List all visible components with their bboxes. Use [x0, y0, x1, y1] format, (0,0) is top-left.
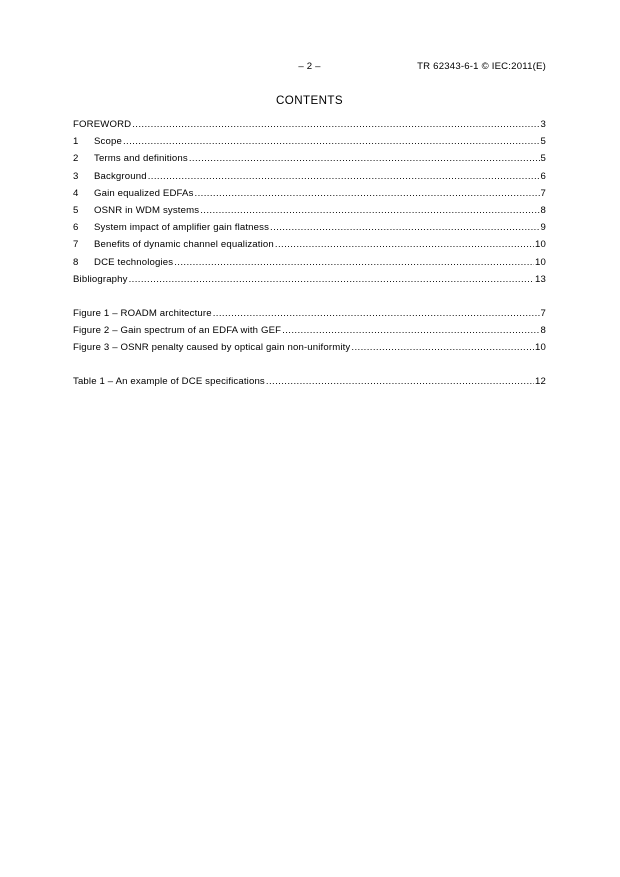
dot-leader [266, 373, 534, 390]
dot-leader [200, 202, 539, 219]
toc-entry-label: Gain equalized EDFAs [94, 187, 194, 199]
toc-tables [73, 373, 546, 390]
toc-entry-page: 7 [540, 308, 546, 319]
toc-entry-benefits[interactable] [73, 236, 546, 253]
toc-entry-page: 8 [540, 204, 546, 216]
document-id: TR 62343-6-1 © IEC:2011(E) [417, 61, 546, 72]
toc-entry-page: 9 [540, 222, 546, 234]
toc-entry-terms[interactable] [73, 150, 546, 167]
toc-entry-label: Figure 1 – ROADM architecture [73, 308, 212, 319]
toc-entry-label: Table 1 – An example of DCE specifications [73, 376, 265, 387]
toc-entry-number: 3 [73, 170, 79, 182]
toc-entry-osnr[interactable] [73, 202, 546, 219]
toc-entry-foreword[interactable] [73, 116, 546, 133]
toc-entry-number: 8 [73, 256, 79, 268]
toc-entry-bibliography[interactable] [73, 271, 546, 288]
dot-leader [148, 168, 540, 185]
toc-entry-number: 4 [73, 187, 79, 199]
toc-entry-page: 7 [540, 187, 546, 199]
toc-entry-page: 13 [535, 273, 546, 285]
dot-leader [351, 339, 534, 356]
toc-entry-label: Figure 2 – Gain spectrum of an EDFA with GEF [73, 325, 282, 337]
toc-entry-number: 7 [73, 239, 79, 251]
contents-title: CONTENTS [276, 94, 343, 107]
toc-entry-background[interactable] [73, 168, 546, 185]
toc-sections [73, 116, 546, 288]
toc-entry-page: 5 [540, 153, 546, 165]
dot-leader [132, 116, 539, 133]
dot-leader [282, 322, 539, 339]
toc-entry-figure-2[interactable] [73, 322, 546, 339]
toc-entry-label: Terms and definitions [94, 153, 188, 165]
toc-entry-gain-equalized-edfas[interactable] [73, 185, 546, 202]
toc-entry-label: FOREWORD [73, 119, 132, 130]
toc-entry-page: 10 [535, 239, 546, 251]
toc-entry-page: 10 [535, 256, 546, 268]
page-header [73, 61, 546, 75]
dot-leader [189, 150, 540, 167]
toc-entry-label: System impact of amplifier gain flatness [94, 222, 270, 234]
toc-entry-page: 5 [540, 136, 546, 148]
toc-entry-label: Figure 3 – OSNR penalty caused by optical gain non-uniformity [73, 342, 351, 354]
toc-entry-label: Background [94, 170, 147, 182]
toc-entry-label: Bibliography [73, 273, 128, 285]
toc-entry-label: Benefits of dynamic channel equalization [94, 239, 274, 251]
toc-entry-number: 2 [73, 153, 79, 165]
dot-leader [174, 254, 534, 271]
toc-entry-label: Scope [94, 136, 122, 148]
dot-leader [270, 219, 539, 236]
page-number: – 2 – [298, 61, 321, 72]
toc-entry-number: 6 [73, 222, 79, 234]
toc-entry-label: OSNR in WDM systems [94, 204, 200, 216]
dot-leader [129, 271, 534, 288]
toc-entry-system-impact[interactable] [73, 219, 546, 236]
toc-entry-page: 12 [535, 376, 546, 387]
dot-leader [123, 133, 540, 150]
toc-entry-label: DCE technologies [94, 256, 174, 268]
toc-entry-page: 8 [540, 325, 546, 337]
toc-entry-page: 10 [535, 342, 546, 354]
toc-entry-scope[interactable] [73, 133, 546, 150]
dot-leader [275, 236, 534, 253]
toc-entry-table-1[interactable] [73, 373, 546, 390]
toc-entry-page: 6 [540, 170, 546, 182]
toc-entry-dce-technologies[interactable] [73, 254, 546, 271]
toc-entry-number: 1 [73, 136, 79, 148]
dot-leader [195, 185, 540, 202]
toc-figures [73, 305, 546, 357]
toc-entry-figure-3[interactable] [73, 339, 546, 356]
toc-entry-figure-1[interactable] [73, 305, 546, 322]
toc-entry-page: 3 [540, 119, 546, 130]
dot-leader [213, 305, 540, 322]
toc-entry-number: 5 [73, 204, 79, 216]
